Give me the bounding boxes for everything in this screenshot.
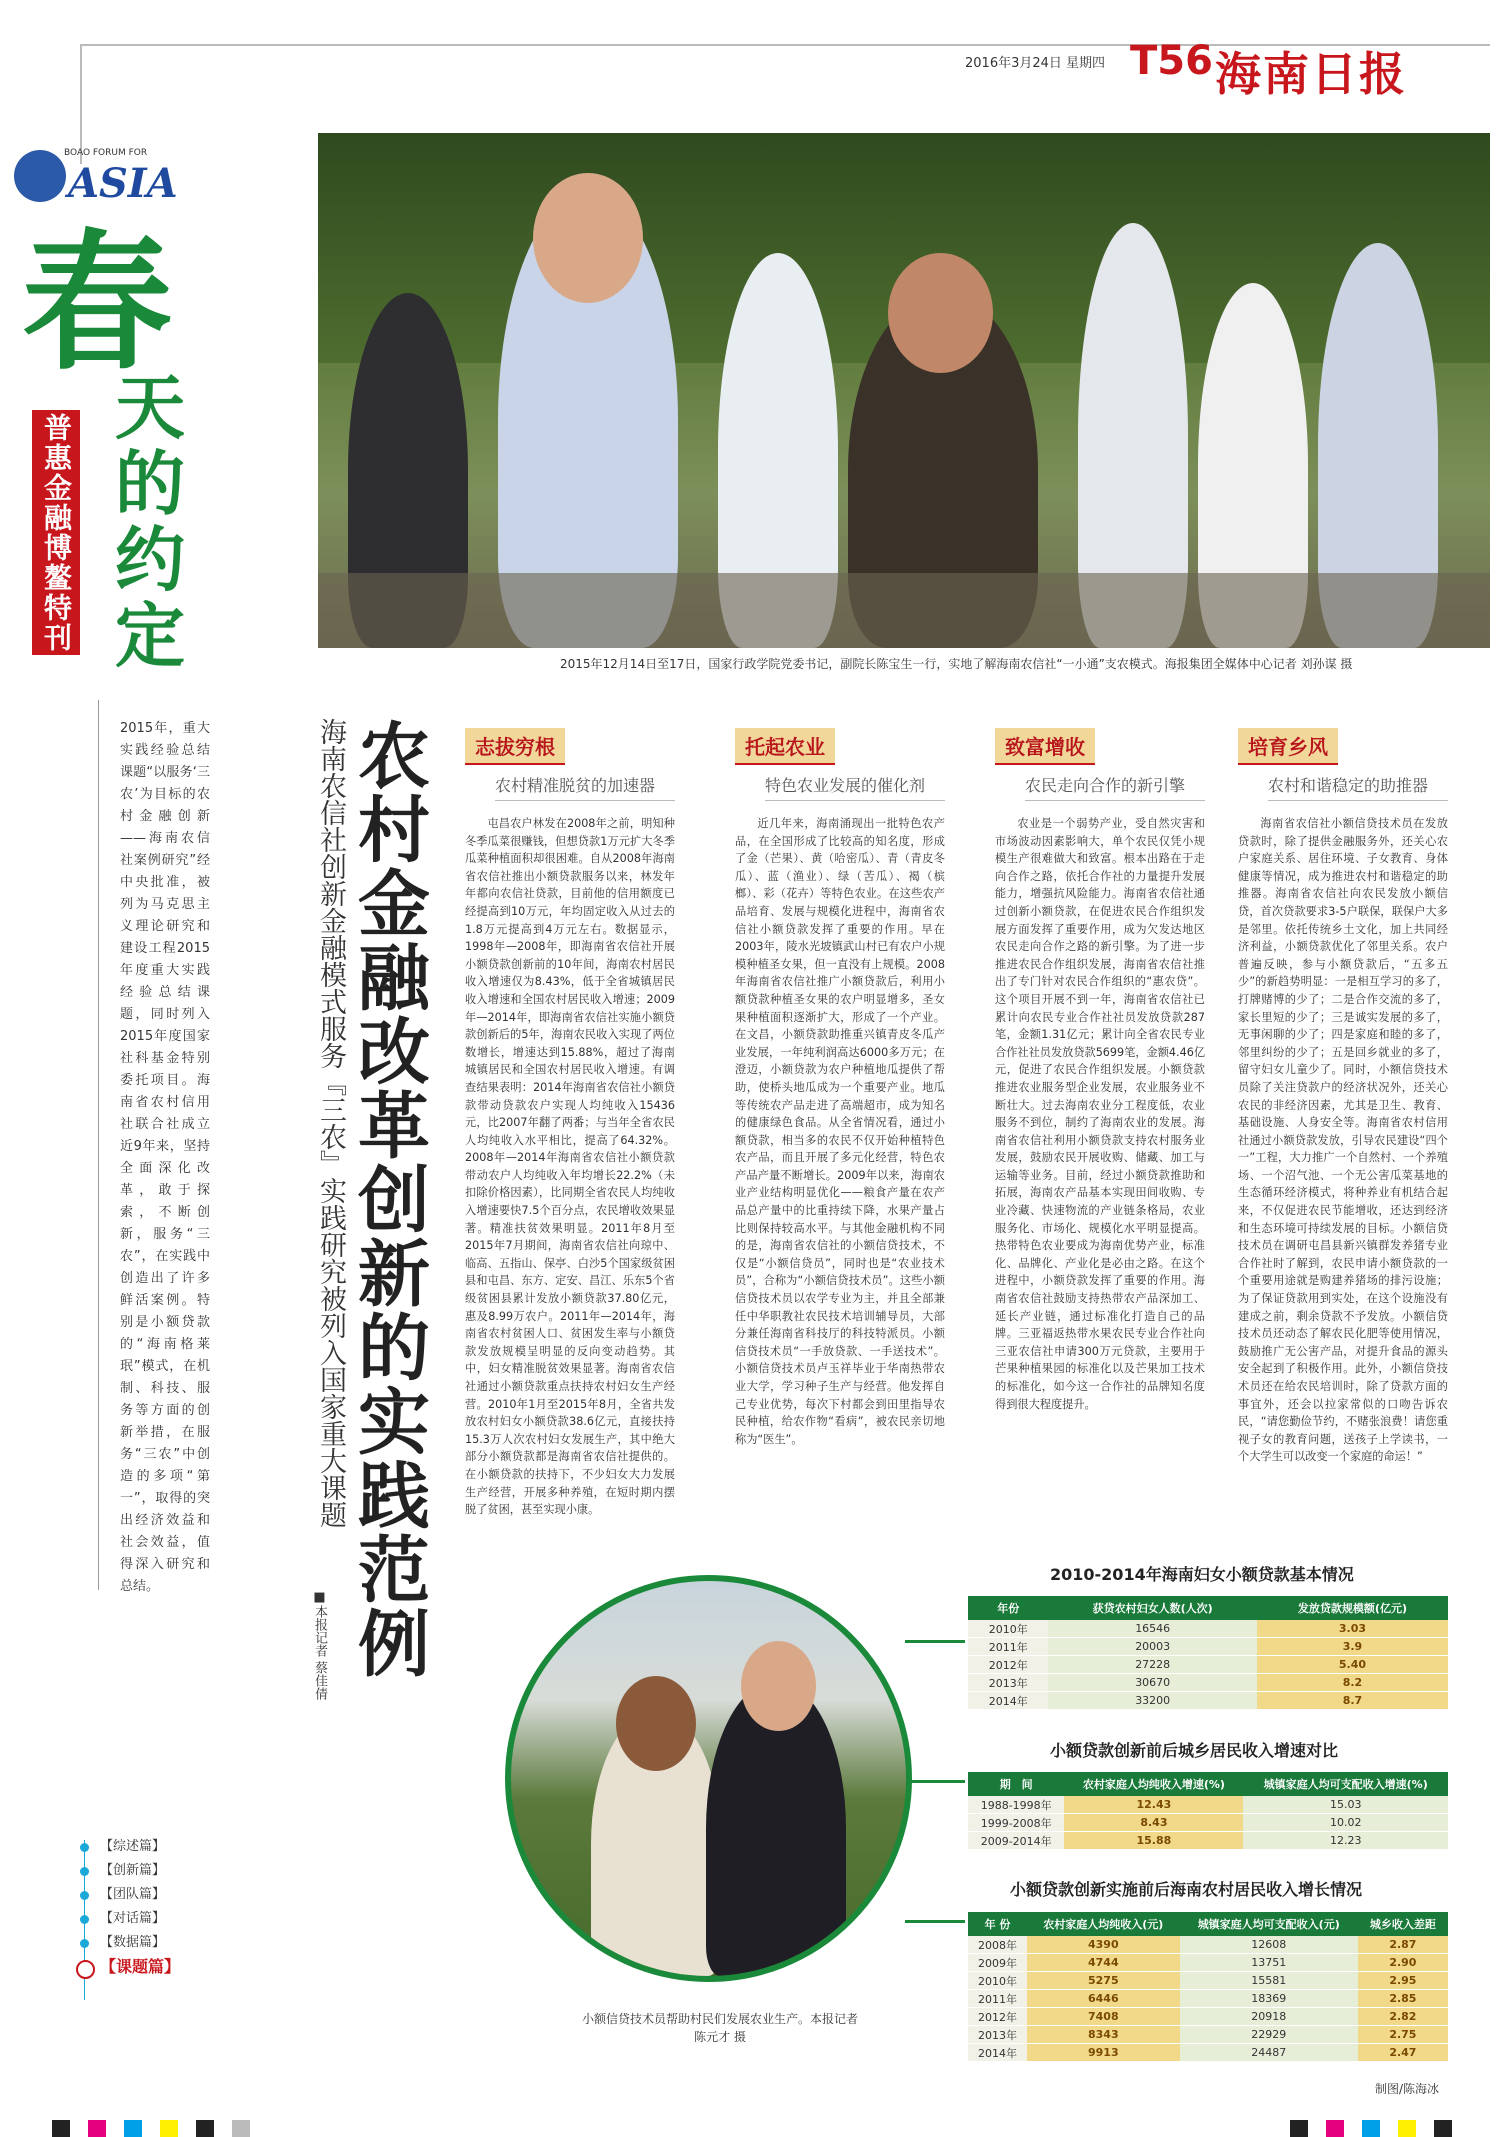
table-row [968, 1972, 1448, 1990]
table-cell: 16546 [1048, 1620, 1256, 1638]
subheadline: 海南农信社创新金融模式服务『三农』实践研究被列入国家重大课题 [315, 718, 346, 1528]
nav-item-innovation[interactable]: 【创新篇】 [78, 1859, 180, 1883]
left-rule [80, 44, 82, 164]
table-cell: 2009-2014年 [968, 1832, 1064, 1850]
connector-line [905, 1780, 965, 1783]
table-cell: 15581 [1180, 1972, 1358, 1990]
main-photo [318, 133, 1490, 648]
table-row [968, 1674, 1448, 1692]
table-cell: 2012年 [968, 2008, 1027, 2026]
table-cell: 8.2 [1257, 1674, 1448, 1692]
section-subtitle: 农村和谐稳定的助推器 [1268, 773, 1448, 801]
photo-caption: 2015年12月14日至17日，国家行政学院党委书记，副院长陈宝生一行，实地了解海南农信社“一小通”支农模式。海报集团全媒体中心记者 刘孙谋 摄 [560, 657, 1353, 671]
table-header: 年 份 [968, 1912, 1027, 1936]
table-cell: 9913 [1027, 2044, 1180, 2062]
table-header: 城镇家庭人均可支配收入(元) [1180, 1912, 1358, 1936]
table-cell: 2010年 [968, 1972, 1027, 1990]
table-row [968, 2044, 1448, 2062]
article-column-3 [995, 728, 1205, 1413]
article-column-2 [735, 728, 945, 1448]
graphic-credit: 制图/陈海冰 [1375, 2082, 1440, 2096]
table-cell: 2.90 [1358, 1954, 1448, 1972]
table-cell: 1988-1998年 [968, 1796, 1064, 1814]
nav-item-team[interactable]: 【团队篇】 [78, 1883, 180, 1907]
article-column-4 [1238, 728, 1448, 1466]
table-cell: 2.87 [1358, 1936, 1448, 1954]
table-row [968, 1954, 1448, 1972]
table-cell: 2.85 [1358, 1990, 1448, 2008]
section-body: 海南省农信社小额信贷技术员在发放贷款时，除了提供金融服务外，还关心农户家庭关系、居住环境、子女教育、身体健康等情况，成为推进农村和谐稳定的助推器。海南省农信社向农民发放小额信贷，首次贷款要求3-5户联保，联保户大多是邻里。依托传统乡土文化，加上共同经济利益，小额贷款优化了邻里关系。农户普遍反映，参与小额贷款后，“五多五少”的新趋势明显：一是相互学习的多了，打牌赌博的少了；二是合作交流的多了，家长里短的少了；三是诚实发展的多了，无事闲聊的少了；四是家庭和睦的多了，邻里纠纷的少了；五是回乡就业的多了，留守妇女儿童少了。同时，小额信贷技术员除了关注贷款户的经济状况外，还关心农民的非经济因素，尤其是卫生、教育、基础设施、人身安全等。海南省农村信用社通过小额贷款发放，引导农民建设“四个一”工程，大力推广一个自然村、一个养殖场、一个沼气池、一个无公害瓜菜基地的生态循环经济模式，将种养业有机结合起来，不仅促进农民节能增收，还达到经济和生态环境可持续发展的目标。小额信贷技术员在调研屯昌县新兴镇群发养猪专业合作社时了解到，农民申请小额贷款的一个重要用途就是购建养猪场的排污设施；为了保证贷款用到实处，在这个设施没有建成之前，剩余贷款不予发放。小额信贷技术员还动态了解农民化肥等使用情况，鼓励推广无公害产品，对提升食品的源头安全起到了积极作用。此外，小额信贷技术员还在给农民培训时，除了贷款方面的事宜外，还会以拉家常似的口吻告诉农民，“请您勤俭节约，不赌张浪费！请您重视子女的教育问题，送孩子上学读书，一个大学生可以改变一个家庭的命运！” [1238, 817, 1448, 1464]
table-cell: 3.03 [1257, 1620, 1448, 1638]
globe-icon [14, 150, 66, 202]
table-row [968, 1692, 1448, 1710]
table-cell: 2014年 [968, 2044, 1027, 2062]
section-body: 农业是一个弱势产业，受自然灾害和市场波动因素影响大，单个农民仅凭小规模生产很难做大和致富。根本出路在于走向合作之路，依托合作社的力量提升发展能力，增强抗风险能力。海南省农信社通过创新小额贷款，在促进农民合作组织发展方面发挥了重要作用，成为欠发达地区农民走向合作之路的新引擎。为了进一步推进农民合作组织发展，海南省农信社推出了专门针对农民合作组织的“惠农贷”。这个项目开展不到一年，海南省农信社已累计向农民专业合作社社员发放贷款287笔，金额1.31亿元；累计向全省农民专业合作社社员发放贷款5699笔，金额4.46亿元，促进了农民合作组织发展。小额贷款推进农业服务型企业发展，农业服务业不断壮大。过去海南农业分工程度低，农业服务不到位，制约了海南农业的发展。海南省农信社利用小额贷款支持农村服务业发展，鼓励农民开展收购、储藏、加工与运输等业务。目前，经过小额贷款推助和拓展，海南农产品基本实现田间收购、专业冷藏、快速物流的产业链条格局，农业服务化、市场化、规模化水平明显提高。热带特色农业要成为海南优势产业，标准化、品牌化、产业化是必由之路。在这个进程中，小额贷款发挥了重要的作用。海南省农信社鼓励支持热带农产品深加工、延长产业链，通过标准化打造自己的品牌。三亚福返热带水果农民专业合作社向三亚农信社申请300万元贷款，主要用于芒果种植果园的标准化以及芒果加工技术的标准化，如今这一合作社的品牌知名度得到很大程度提升。 [995, 817, 1206, 1411]
table-cell: 12608 [1180, 1936, 1358, 1954]
headline: 农村金融改革创新的实践范例 [346, 718, 430, 1680]
nav-item-overview[interactable]: 【综述篇】 [78, 1835, 180, 1859]
table-row [968, 1796, 1448, 1814]
table-row [968, 2026, 1448, 2044]
nav-item-data[interactable]: 【数据篇】 [78, 1931, 180, 1955]
circular-photo [505, 1575, 912, 1982]
section-subtitle: 特色农业发展的催化剂 [765, 773, 945, 801]
table-row [968, 1638, 1448, 1656]
table-cell: 8343 [1027, 2026, 1180, 2044]
table-cell: 22929 [1180, 2026, 1358, 2044]
series-nav [78, 1835, 180, 1979]
table-cell: 20003 [1048, 1638, 1256, 1656]
table-cell: 2.82 [1358, 2008, 1448, 2026]
intro-text: 2015年，重大实践经验总结课题“以服务‘三农’为目标的农村金融创新——海南农信社案例研究”经中央批准，被列为马克思主义理论研究和建设工程2015年度重大实践经验总结课题，同时列入2015年度国家社科基金特别委托项目。海南省农村信用社联合社成立近9年来，坚持全面深化改革，敢于探索，不断创新，服务“三农”，在实践中创造出了许多鲜活案例。特别是小额贷款的“海南格莱珉”模式，在机制、科技、服务等方面的创新举措，在服务“三农”中创造的多项“第一”，取得的突出经济效益和社会效益，值得深入研究和总结。 [120, 721, 210, 1594]
table-row [968, 1990, 1448, 2008]
table-header: 期 间 [968, 1772, 1064, 1796]
table2 [968, 1772, 1448, 1850]
table-cell: 12.43 [1064, 1796, 1243, 1814]
table-cell: 33200 [1048, 1692, 1256, 1710]
table-cell: 4390 [1027, 1936, 1180, 1954]
table-cell: 6446 [1027, 1990, 1180, 2008]
table-header: 年份 [968, 1596, 1048, 1620]
table-cell: 4744 [1027, 1954, 1180, 1972]
table-cell: 7408 [1027, 2008, 1180, 2026]
nav-item-dialogue[interactable]: 【对话篇】 [78, 1907, 180, 1931]
table-cell: 18369 [1180, 1990, 1358, 2008]
table-row [968, 1832, 1448, 1850]
table-header: 发放贷款规模额(亿元) [1257, 1596, 1448, 1620]
feature-title-chun: 春 [22, 215, 173, 391]
table-cell: 2011年 [968, 1638, 1048, 1656]
table-cell: 2013年 [968, 1674, 1048, 1692]
connector-line [905, 1640, 965, 1643]
section-subtitle: 农村精准脱贫的加速器 [495, 773, 675, 801]
table-header: 农村家庭人均纯收入增速(%) [1064, 1772, 1243, 1796]
table-row [968, 1936, 1448, 1954]
table-cell: 10.02 [1243, 1814, 1448, 1832]
table-cell: 2008年 [968, 1936, 1027, 1954]
table-cell: 2.47 [1358, 2044, 1448, 2062]
table-cell: 20918 [1180, 2008, 1358, 2026]
feature-title-rest: 天的约定 [115, 366, 185, 677]
table-row [968, 1814, 1448, 1832]
nav-item-research[interactable]: 【课题篇】 [78, 1955, 180, 1979]
connector-line [905, 1920, 965, 1923]
masthead: 海南日报 [1215, 47, 1407, 101]
table-cell: 27228 [1048, 1656, 1256, 1674]
table-cell: 30670 [1048, 1674, 1256, 1692]
table-cell: 2012年 [968, 1656, 1048, 1674]
table-cell: 2.95 [1358, 1972, 1448, 1990]
table3-title: 小额贷款创新实施前后海南农村居民收入增长情况 [1010, 1880, 1363, 1899]
section-tab: 托起农业 [735, 728, 835, 765]
table-cell: 13751 [1180, 1954, 1358, 1972]
table-cell: 5275 [1027, 1972, 1180, 1990]
issue-date: 2016年3月24日 星期四 [965, 56, 1106, 71]
table-header: 农村家庭人均纯收入(元) [1027, 1912, 1180, 1936]
boao-logo [14, 148, 204, 208]
table1-title: 2010-2014年海南妇女小额贷款基本情况 [1050, 1565, 1354, 1584]
logo-small-text: BOAO FORUM FOR [64, 148, 148, 158]
table3 [968, 1912, 1448, 2062]
logo-big-text: ASIA [68, 160, 178, 207]
table-cell: 5.40 [1257, 1656, 1448, 1674]
table-cell: 8.7 [1257, 1692, 1448, 1710]
table-row [968, 1620, 1448, 1638]
table-cell: 1999-2008年 [968, 1814, 1064, 1832]
table-cell: 24487 [1180, 2044, 1358, 2062]
color-registration-bar [52, 2120, 250, 2137]
table-cell: 2010年 [968, 1620, 1048, 1638]
section-body: 近几年来，海南涌现出一批特色农产品，在全国形成了比较高的知名度，形成了金（芒果）、黄（哈密瓜）、青（青皮冬瓜）、蓝（渔业）、绿（苦瓜）、褐（槟榔）、彩（花卉）等特色农业。在这些农产品培育、发展与规模化进程中，海南省农信社小额贷款发挥了重要的作用。早在2003年，陵水光坡镇武山村已有农户小规模种植圣女果，但一直没有上规模。2008年海南省农信社推广小额贷款后，利用小额贷款种植圣女果的农户明显增多，圣女果种植面积逐渐扩大，形成了一个产业。在文昌，小额贷款助推重兴镇青皮冬瓜产业发展，一年纯利润高达6000多万元；在澄迈，小额贷款为农户种植地瓜提供了帮助，使桥头地瓜成为一个重要产业。地瓜等传统农产品走进了高端超市，成为知名的健康绿色食品。从全省情况看，通过小额贷款，相当多的农民不仅开始种植特色农产品，而且开展了多元化经营，特色农产品产量不断增长。2009年以来，海南农业产业结构明显优化——粮食产量在农产品总产量中的比重持续下降，水果产量占比则保持较高水平。与其他金融机构不同的是，海南省农信社的小额信贷技术，不仅是“小额信贷员”，同时也是“农业技术员”，合称为“小额信贷技术员”。这些小额信贷技术员以农学专业为主，并且全部兼任中华职教社农民技术培训辅导员，大部分兼任海南省科技厅的科技特派员。小额信贷技术员“一手放贷款、一手送技术”。小额信贷技术员卢玉祥毕业于华南热带农业大学，学习种子生产与经营。他发挥自己专业优势，每次下村都会到田里指导农民种植，给农作物“看病”，被农民亲切地称为“医生”。 [735, 817, 945, 1446]
table-header: 获贷农村妇女人数(人次) [1048, 1596, 1256, 1620]
table-cell: 2011年 [968, 1990, 1027, 2008]
table-cell: 2014年 [968, 1692, 1048, 1710]
table-row [968, 2008, 1448, 2026]
section-tab: 培育乡风 [1238, 728, 1338, 765]
table-cell: 3.9 [1257, 1638, 1448, 1656]
special-edition-label: 普惠金融博鳌特刊 [32, 410, 80, 655]
table-cell: 2013年 [968, 2026, 1027, 2044]
section-tab: 致富增收 [995, 728, 1095, 765]
table-cell: 8.43 [1064, 1814, 1243, 1832]
circle-photo-caption: 小额信贷技术员帮助村民们发展农业生产。本报记者 陈元才 摄 [581, 2012, 858, 2044]
table-cell: 12.23 [1243, 1832, 1448, 1850]
page-number: T56 [1130, 38, 1213, 84]
table1 [968, 1596, 1448, 1710]
section-tab: 志拔穷根 [465, 728, 565, 765]
color-registration-bar-right [1290, 2120, 1452, 2137]
section-subtitle: 农民走向合作的新引擎 [1025, 773, 1205, 801]
table-header: 城乡收入差距 [1358, 1912, 1448, 1936]
intro-rule [98, 700, 99, 1590]
table-cell: 2009年 [968, 1954, 1027, 1972]
table-cell: 15.03 [1243, 1796, 1448, 1814]
table-cell: 15.88 [1064, 1832, 1243, 1850]
table-cell: 2.75 [1358, 2026, 1448, 2044]
byline: ■本报记者 蔡佳倩 [312, 1590, 327, 1701]
table-header: 城镇家庭人均可支配收入增速(%) [1243, 1772, 1448, 1796]
table2-title: 小额贷款创新前后城乡居民收入增速对比 [1050, 1741, 1339, 1760]
section-body: 屯昌农户林发在2008年之前，明知种冬季瓜菜很赚钱，但想贷款1万元扩大冬季瓜菜种植面积却很困难。自从2008年海南省农信社推出小额贷款服务以来，林发年年都向农信社贷款，目前他的信用额度已经提高到10万元，年均固定收入从过去的1.8万元提高到4万元左右。数据显示，1998年—2008年，即海南省农信社开展小额贷款创新前的10年间，海南农村居民收入增速仅为8.43%，低于全省城镇居民收入增速和全国农村居民收入增速；2009年—2014年，即海南省农信社实施小额贷款创新后的5年，海南农民收入实现了两位数增长，增速达到15.88%，超过了海南城镇居民和全国农村居民收入增速。有调查结果表明：2014年海南省农信社小额贷款带动贷款农户实现人均纯收入15436元，比2007年翻了两番；与当年全省农民人均纯收入水平相比，提高了64.32%。2008年—2014年海南省农信社小额贷款带动农户人均纯收入年均增长22.2%（未扣除价格因素），比同期全省农民人均纯收入增速要快7.5个百分点，农民增收效果显著。精准扶贫效果明显。2011年8月至2015年7月期间，海南省农信社向琼中、临高、五指山、保亭、白沙5个国家级贫困县和屯昌、东方、定安、昌江、乐东5个省级贫困县累计发放小额贷款37.80亿元，惠及8.99万农户。2011年—2014年，海南省农村贫困人口、贫困发生率与小额贷款发放规模呈明显的反向变动趋势。其中，妇女精准脱贫效果显著。海南省农信社通过小额贷款重点扶持农村妇女生产经营。2010年1月至2015年8月，全省共发放农村妇女小额贷款38.6亿元，直接扶持15.3万人次农村妇女发展生产，其中绝大部分小额贷款都是海南省农信社提供的。在小额贷款的扶持下，不少妇女大力发展生产经营，开展多种养殖，在短时期内摆脱了贫困，甚至实现小康。 [465, 817, 675, 1517]
table-row [968, 1656, 1448, 1674]
article-column-1 [465, 728, 675, 1519]
